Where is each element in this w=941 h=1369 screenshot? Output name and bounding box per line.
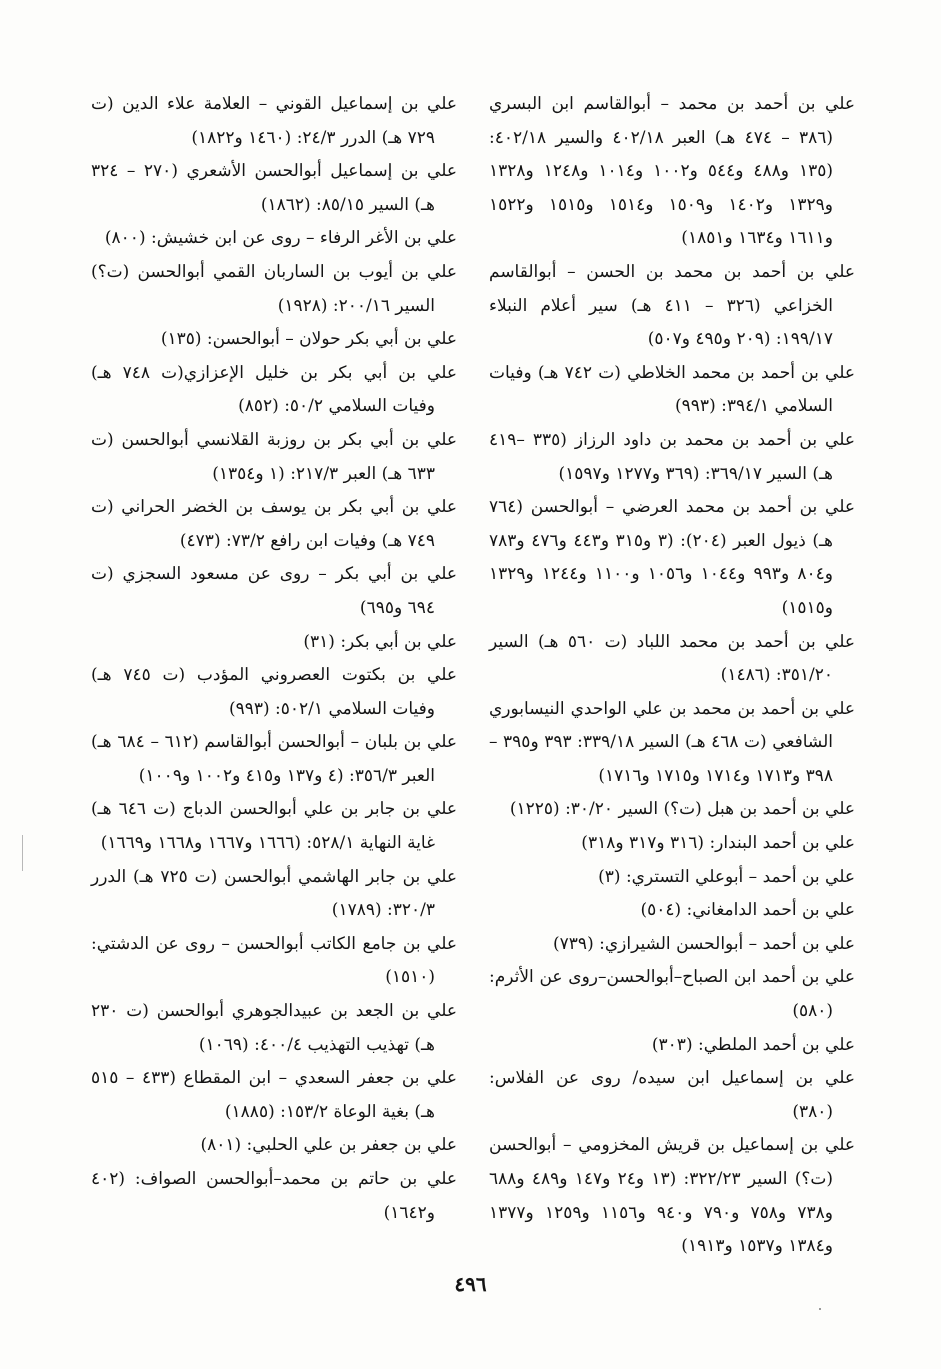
index-entry: علي بن أحمد بن محمد بن علي الواحدي النيسابوري الشافعي (ت ٤٦٨ هـ) السير ٣٣٩/١٨: ٣٩٣ و٣٩٥ – ٣٩٨ و١٧١٣ و١٧١٤ و١٧١٥ و١٧١٦) bbox=[489, 698, 855, 786]
index-entry: علي بن أحمد بن محمد اللباد (ت ٥٦٠ هـ) السير ٣٥١/٢٠: (١٤٨٦) bbox=[489, 631, 855, 686]
index-entry: علي بن أحمد ابن الصباح–أبوالحسن–روى عن الأثرم: (٥٨٠) bbox=[489, 967, 855, 1022]
scan-speck bbox=[819, 1308, 821, 1310]
index-entry: علي بن أبي بكر – روى عن مسعود السجزي (ت ٦٩٤ و٦٩٥) bbox=[91, 564, 457, 618]
index-entry: علي بن أيوب بن الساربان القمي أبوالحسن (ت؟) السير ٢٠٠/١٦: (١٩٢٨) bbox=[91, 261, 457, 316]
index-entry: علي بن حاتم بن محمد–أبوالحسن الصواف: (٤٠٢ و١٦٤٢) bbox=[91, 1169, 457, 1223]
index-entry: علي بن بكتوت العصروني المؤدب (ت ٧٤٥ هـ) وفيات السلامي ٥٠٢/١: (٩٩٣) bbox=[91, 665, 457, 719]
index-entry: علي بن أبي بكر حولان – أبوالحسن: (١٣٥) bbox=[160, 329, 457, 350]
index-entry: علي بن جامع الكاتب أبوالحسن – روى عن الدشتي: (١٥١٠) bbox=[91, 933, 457, 988]
index-entry: علي بن جابر بن علي أبوالحسن الدباج (ت ٦٤٦ هـ) غاية النهاية ٥٢٨/١: (١٦٦٦ و١٦٦٧ و١٦٦٨ و١٦٦٩) bbox=[91, 799, 457, 854]
index-entry: علي بن إسماعيل ابن سيده/ روى عن الفلاس: (٣٨٠) bbox=[489, 1068, 855, 1122]
index-entry: علي بن أحمد – أبوعلي التستري: (٣) bbox=[598, 866, 855, 887]
index-entry: علي بن أحمد بن محمد الخلاطي (ت ٧٤٢ هـ) وفيات السلامي ٣٩٤/١: (٩٩٣) bbox=[489, 362, 855, 417]
index-entry: علي بن أحمد بن محمد بن الحسن – أبوالقاسم الخزاعي (٣٢٦ – ٤١١ هـ) سير أعلام النبلاء ١٩٩/١٧: (٢٠٩ و٤٩٥ و٥٠٧) bbox=[489, 261, 855, 350]
index-entry: علي بن الجعد بن عبيدالجوهري أبوالحسن (ت ٢٣٠ هـ) تهذيب التهذيب ٤٠٠/٤: (١٠٦٩) bbox=[91, 1001, 457, 1055]
page-number: ٤٩٦ bbox=[454, 1272, 487, 1296]
index-entry: علي بن أحمد بن محمد – أبوالقاسم ابن البسري (٣٨٦ – ٤٧٤ هـ) العبر ٤٠٢/١٨ والسير ٤٠٢/١٨: (١٣٥ و٤٨٨ و٥٤٤ و١٠٠٢ و١٠١٤ و١٢٤٨ و١٣٢٨ و١٣٢٩ و١٤٠٢ و١٥٠٩ و١٥١٤ و١٥١٥ و١٥٢٢ و١٦١١ و١٦٣٤ و١٨٥١) bbox=[489, 94, 855, 249]
index-entry: علي بن أبي بكر بن خليل الإعزازي(ت ٧٤٨ هـ) وفيات السلامي ٥٠/٢: (٨٥٢) bbox=[91, 362, 458, 417]
index-column-right bbox=[489, 88, 855, 1264]
index-entry: علي بن أبي بكر بن روزبة القلانسي أبوالحسن (ت ٦٣٣ هـ) العبر ٢١٧/٣: (١ و١٣٥٤) bbox=[91, 429, 457, 484]
scan-margin-line bbox=[22, 835, 23, 871]
index-entry: علي بن أحمد الدامغاني: (٥٠٤) bbox=[640, 900, 855, 921]
index-entry: علي بن إسماعيل أبوالحسن الأشعري (٢٧٠ – ٣٢٤ هـ) السير ٨٥/١٥: (١٨٦٢) bbox=[91, 161, 457, 215]
index-entry: علي بن جعفر بن علي الحلبي: (٨٠١) bbox=[200, 1135, 457, 1156]
index-entry: علي بن إسماعيل بن قريش المخزومي – أبوالحسن (ت؟) السير ٣٢٢/٢٣: (١٣ و٢٤ و١٤٧ و٤٨٩ و٦٨٨ و٧٣٨ و٧٥٨ و٧٩٠ و٩٤٠ و١١٥٦ و١٢٥٩ و١٣٧٧ و١٣٨٤ و١٥٣٧ و١٩١٣) bbox=[489, 1135, 855, 1257]
index-entry: علي بن جعفر السعدي – ابن المقطاع (٤٣٣ – ٥١٥ هـ) بغية الوعاة ١٥٣/٢: (١٨٨٥) bbox=[91, 1068, 457, 1122]
index-entry: علي بن الأغر الرفاء – روى عن ابن خشيش: (٨٠٠) bbox=[104, 228, 457, 249]
index-column-left bbox=[91, 88, 457, 1230]
index-entry: علي بن جابر الهاشمي أبوالحسن (ت ٧٢٥ هـ) الدرر ٣٢٠/٣: (١٧٨٩) bbox=[91, 866, 457, 921]
index-entry: علي بن أحمد الملطي: (٣٠٣) bbox=[651, 1034, 855, 1055]
index-entry: علي بن أبي بكر: (٣١) bbox=[303, 631, 457, 652]
index-entry: علي بن بلبان – أبوالحسن أبوالقاسم (٦١٢ – ٦٨٤ هـ) العبر ٣٥٦/٣: (٤ و١٣٧ و٤١٥ و١٠٠٢ و١٠٠٩) bbox=[91, 732, 458, 786]
index-entry: علي بن أحمد – أبوالحسن الشيرازي: (٧٣٩) bbox=[553, 933, 855, 954]
index-entry: علي بن أحمد بن هبل (ت؟) السير ٣٠/٢٠: (١٢٢٥) bbox=[509, 799, 855, 820]
index-entry: علي بن أبي بكر بن يوسف بن الخضر الحراني (ت ٧٤٩ هـ) وفيات ابن رافع ٧٣/٢: (٤٧٣) bbox=[91, 497, 457, 551]
index-entry: علي بن أحمد بن محمد بن داود الرزاز (٣٣٥ –٤١٩ هـ) السير ٣٦٩/١٧: (٣٦٩ و١٢٧٧ و١٥٩٧) bbox=[489, 429, 855, 484]
index-entry: علي بن أحمد بن محمد العرضي – أبوالحسن (٧٦٤ هـ) ذيول العبر (٢٠٤): (٣ و٣١٥ و٤٤٣ و٤٧٦ و٧٨٣ و٨٠٤ و٩٩٣ و١٠٤٤ و١٠٥٦ و١١٠٠ و١٢٤٤ و١٣٢٩ و١٥١٥) bbox=[489, 497, 855, 618]
index-entry: علي بن أحمد البندار: (٣١٦ و٣١٧ و٣١٨) bbox=[581, 833, 855, 854]
index-entry: علي بن إسماعيل القوني – العلامة علاء الدين (ت ٧٢٩ هـ) الدرر ٢٤/٣: (١٤٦٠ و١٨٢٢) bbox=[91, 94, 457, 148]
